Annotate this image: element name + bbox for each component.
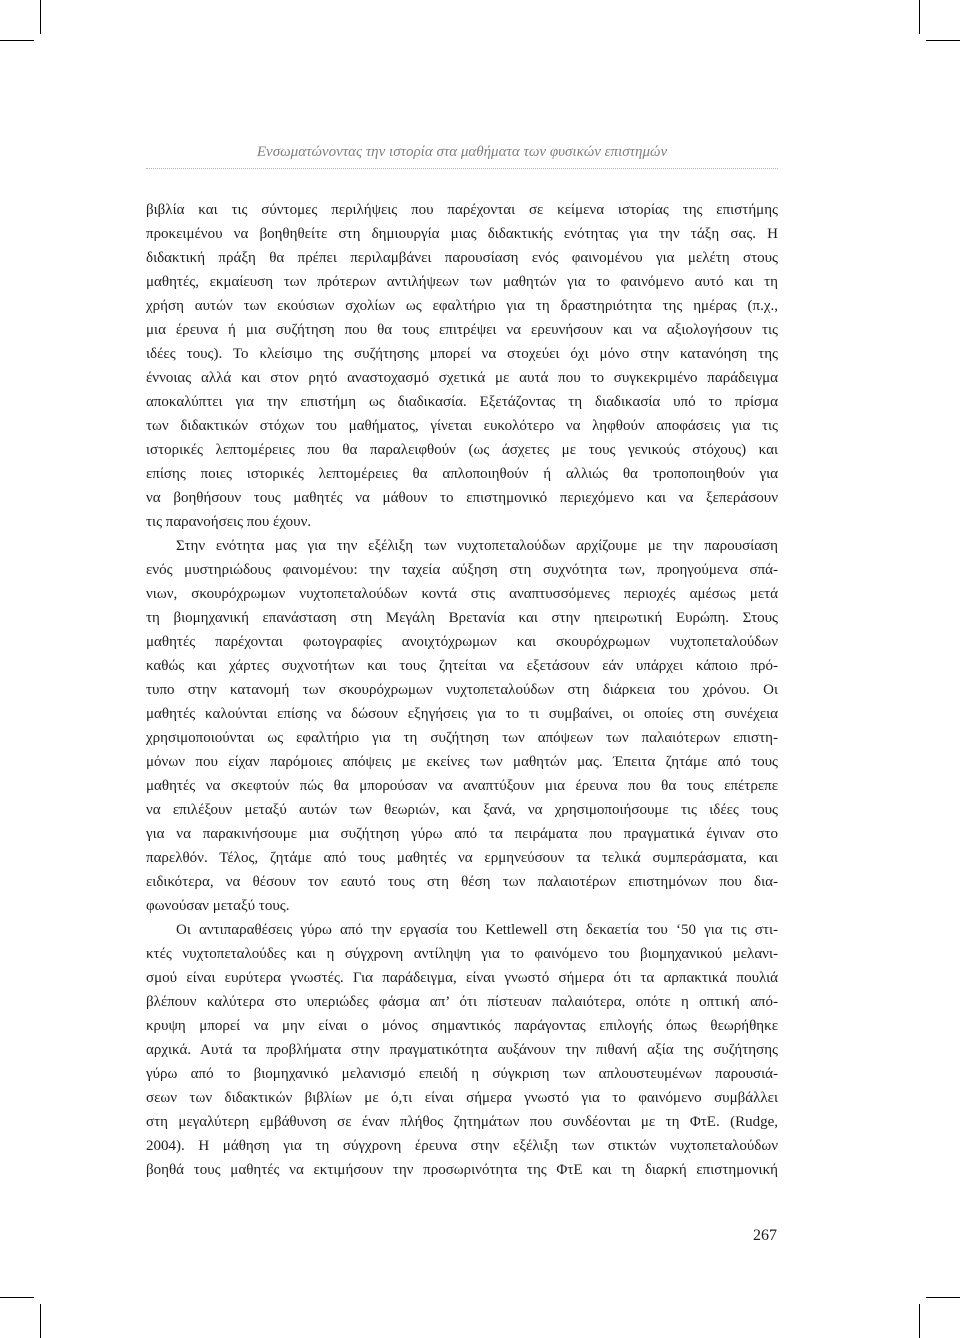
paragraph — [146, 198, 778, 534]
text-line: χρησιμοποιούνται ως εφαλτήριο για τη συζήτηση των απόψεων των παλαιότερων επιστη- — [146, 730, 778, 746]
text-line: των διδακτικών στόχων του μαθήματος, γίνεται ευκολότερο να ληφθούν αποφάσεις για τις — [146, 418, 778, 434]
text-line: ιστορικές λεπτομέρειες που θα παραλειφθούν (ως άσχετες με τους γενικούς στόχους) και — [146, 442, 778, 458]
header-dotted-rule — [146, 168, 778, 169]
text-line: τυπο στην κατανομή των σκουρόχρωμων νυχτοπεταλούδων στη διάρκεια του χρόνου. Οι — [146, 682, 778, 698]
text-line: γύρω από το βιομηχανικό μελανισμό επειδή η σύγκριση των απλουστευμένων παρουσιά- — [146, 1066, 778, 1082]
crop-mark-bottom-left-vertical — [40, 1304, 41, 1338]
text-line: παρελθόν. Τέλος, ζητάμε από τους μαθητές να ερμηνεύσουν τα τελικά συμπεράσματα, και — [146, 850, 778, 866]
text-line: επίσης ποιες ιστορικές λεπτομέρειες θα απλοποιηθούν ή αλλιώς θα τροποποιηθούν για — [146, 466, 778, 482]
page-number: 267 — [753, 1227, 777, 1244]
text-line: μόνων που είχαν παρόμοιες απόψεις με εκείνες των μαθητών μας. Έπειτα ζητάμε από τους — [146, 754, 778, 770]
paragraph — [146, 918, 778, 1182]
text-line: κτές νυχτοπεταλούδες και η σύγχρονη αντίληψη για το φαινόμενο του βιομηχανικού μελανι- — [146, 946, 778, 962]
text-line: 2004). Η μάθηση για τη σύγχρονη έρευνα στην εξέλιξη των στικτών νυχτοπεταλούδων — [146, 1138, 778, 1154]
text-line: διδακτική πράξη θα πρέπει περιλαμβάνει παρουσίαση ενός φαινομένου για μελέτη στους — [146, 250, 778, 266]
text-line: σμού είναι ευρύτερα γνωστές. Για παράδειγμα, είναι γνωστό σήμερα ότι τα αρπακτικά πουλιά — [146, 970, 778, 986]
text-line: τις παρανοήσεις που έχουν. — [146, 514, 312, 530]
crop-mark-bottom-right-horizontal — [926, 1297, 960, 1298]
text-line: να βοηθήσουν τους μαθητές να μάθουν το επιστημονικό περιεχόμενο και να ξεπεράσουν — [146, 490, 778, 506]
text-line: μαθητές παρέχονται φωτογραφίες ανοιχτόχρωμων και σκουρόχρωμων νυχτοπεταλούδων — [146, 634, 778, 650]
text-line: ειδικότερα, να θέσουν τον εαυτό τους στη θέση των παλαιοτέρων επιστημόνων που δια- — [146, 874, 778, 890]
text-line: μαθητές καλούνται επίσης να δώσουν εξηγήσεις για το τι συμβαίνει, οι οποίες στη συνέχεια — [146, 706, 778, 722]
text-line: αρχικά. Αυτά τα προβλήματα στην πραγματικότητα αυξάνουν την πιθανή αξία της συζήτησης — [146, 1042, 778, 1058]
text-line: Οι αντιπαραθέσεις γύρω από την εργασία του Kettlewell στη δεκαετία του ‘50 για τις στι- — [176, 922, 778, 938]
text-line: αποκαλύπτει για την επιστήμη ως διαδικασία. Εξετάζοντας τη διαδικασία υπό το πρίσμα — [146, 394, 778, 410]
text-line: μια έρευνα ή μια συζήτηση που θα τους επιτρέψει να ερευνήσουν και να αξιολογήσουν τις — [146, 322, 778, 338]
text-line: προκειμένου να βοηθηθείτε στη δημιουργία μιας διδακτικής ενότητας για την τάξη σας. Η — [146, 226, 778, 242]
text-line: ιδέες τους). Το κλείσιμο της συζήτησης μπορεί να στοχεύει όχι μόνο στην κατανόηση της — [146, 346, 778, 362]
text-line: βοηθά τους μαθητές να εκτιμήσουν την προσωρινότητα της ΦτΕ και τη διαρκή επιστημονική — [146, 1162, 778, 1178]
text-line: τη βιομηχανική επανάσταση στη Μεγάλη Βρετανία και στην ηπειρωτική Ευρώπη. Στους — [146, 610, 778, 626]
text-line: να επιλέξουν μεταξύ αυτών των θεωριών, και ξανά, να χρησιμοποιήσουμε τις ιδέες τους — [146, 802, 778, 818]
paragraph — [146, 534, 778, 918]
text-line: βιβλία και τις σύντομες περιλήψεις που παρέχονται σε κείμενα ιστορίας της επιστήμης — [146, 202, 778, 218]
body-text — [146, 198, 778, 1182]
text-line: βλέπουν καλύτερα στο υπεριώδες φάσμα απ’ ότι πίστευαν παλαιότερα, οπότε η οπτική από- — [146, 994, 778, 1010]
text-line: νιων, σκουρόχρωμων νυχτοπεταλούδων κοντά στις αναπτυσσόμενες περιοχές αμέσως μετά — [146, 586, 778, 602]
text-line: χρήση αυτών των εκούσιων σχολίων ως εφαλτήριο για τη δραστηριότητα της ημέρας (π.χ., — [146, 298, 778, 314]
text-line: κρυψη μπορεί να μην είναι ο μόνος σημαντικός παράγοντας επιλογής όπως θεωρήθηκε — [146, 1018, 778, 1034]
text-line: μαθητές να σκεφτούν πώς θα μπορούσαν να αναπτύξουν μια έρευνα που θα τους επέτρεπε — [146, 778, 778, 794]
text-line: σεων των διδακτικών βιβλίων με ό,τι είναι σήμερα γνωστό για το φαινόμενο συμβάλλει — [146, 1090, 778, 1106]
text-line: έννοιας αλλά και στον ρητό αναστοχασμό σχετικά με αυτά που το συγκεκριμένο παράδειγμα — [146, 370, 778, 386]
crop-mark-top-right-horizontal — [926, 40, 960, 41]
crop-mark-top-right-vertical — [919, 0, 920, 34]
crop-mark-bottom-right-vertical — [919, 1304, 920, 1338]
text-line: στη μεγαλύτερη εμβάθυνση σε έναν πλήθος ζητημάτων που συνδέονται με τη ΦτΕ. (Rudge, — [146, 1114, 778, 1130]
text-line: ενός μυστηριώδους φαινομένου: την ταχεία αύξηση στη συχνότητα των, προηγούμενα σπά- — [146, 562, 778, 578]
crop-mark-top-left-horizontal — [0, 40, 34, 41]
text-line: μαθητές, εκμαίευση των πρότερων αντιλήψεων των μαθητών για το φαινόμενο αυτό και τη — [146, 274, 778, 290]
running-header — [146, 142, 778, 169]
running-title: Ενσωματώνοντας την ιστορία στα μαθήματα των φυσικών επιστημών — [256, 144, 668, 160]
text-line: φωνούσαν μεταξύ τους. — [146, 898, 290, 914]
crop-mark-top-left-vertical — [40, 0, 41, 34]
text-line: Στην ενότητα μας για την εξέλιξη των νυχτοπεταλούδων αρχίζουμε με την παρουσίαση — [176, 538, 778, 554]
text-line: για να παρακινήσουμε μια συζήτηση γύρω από τα πειράματα που πραγματικά έγιναν στο — [146, 826, 778, 842]
text-line: καθώς και χάρτες συχνοτήτων και τους ζητείται να εξετάσουν εάν υπάρχει κάποιο πρό- — [146, 658, 778, 674]
crop-mark-bottom-left-horizontal — [0, 1297, 34, 1298]
